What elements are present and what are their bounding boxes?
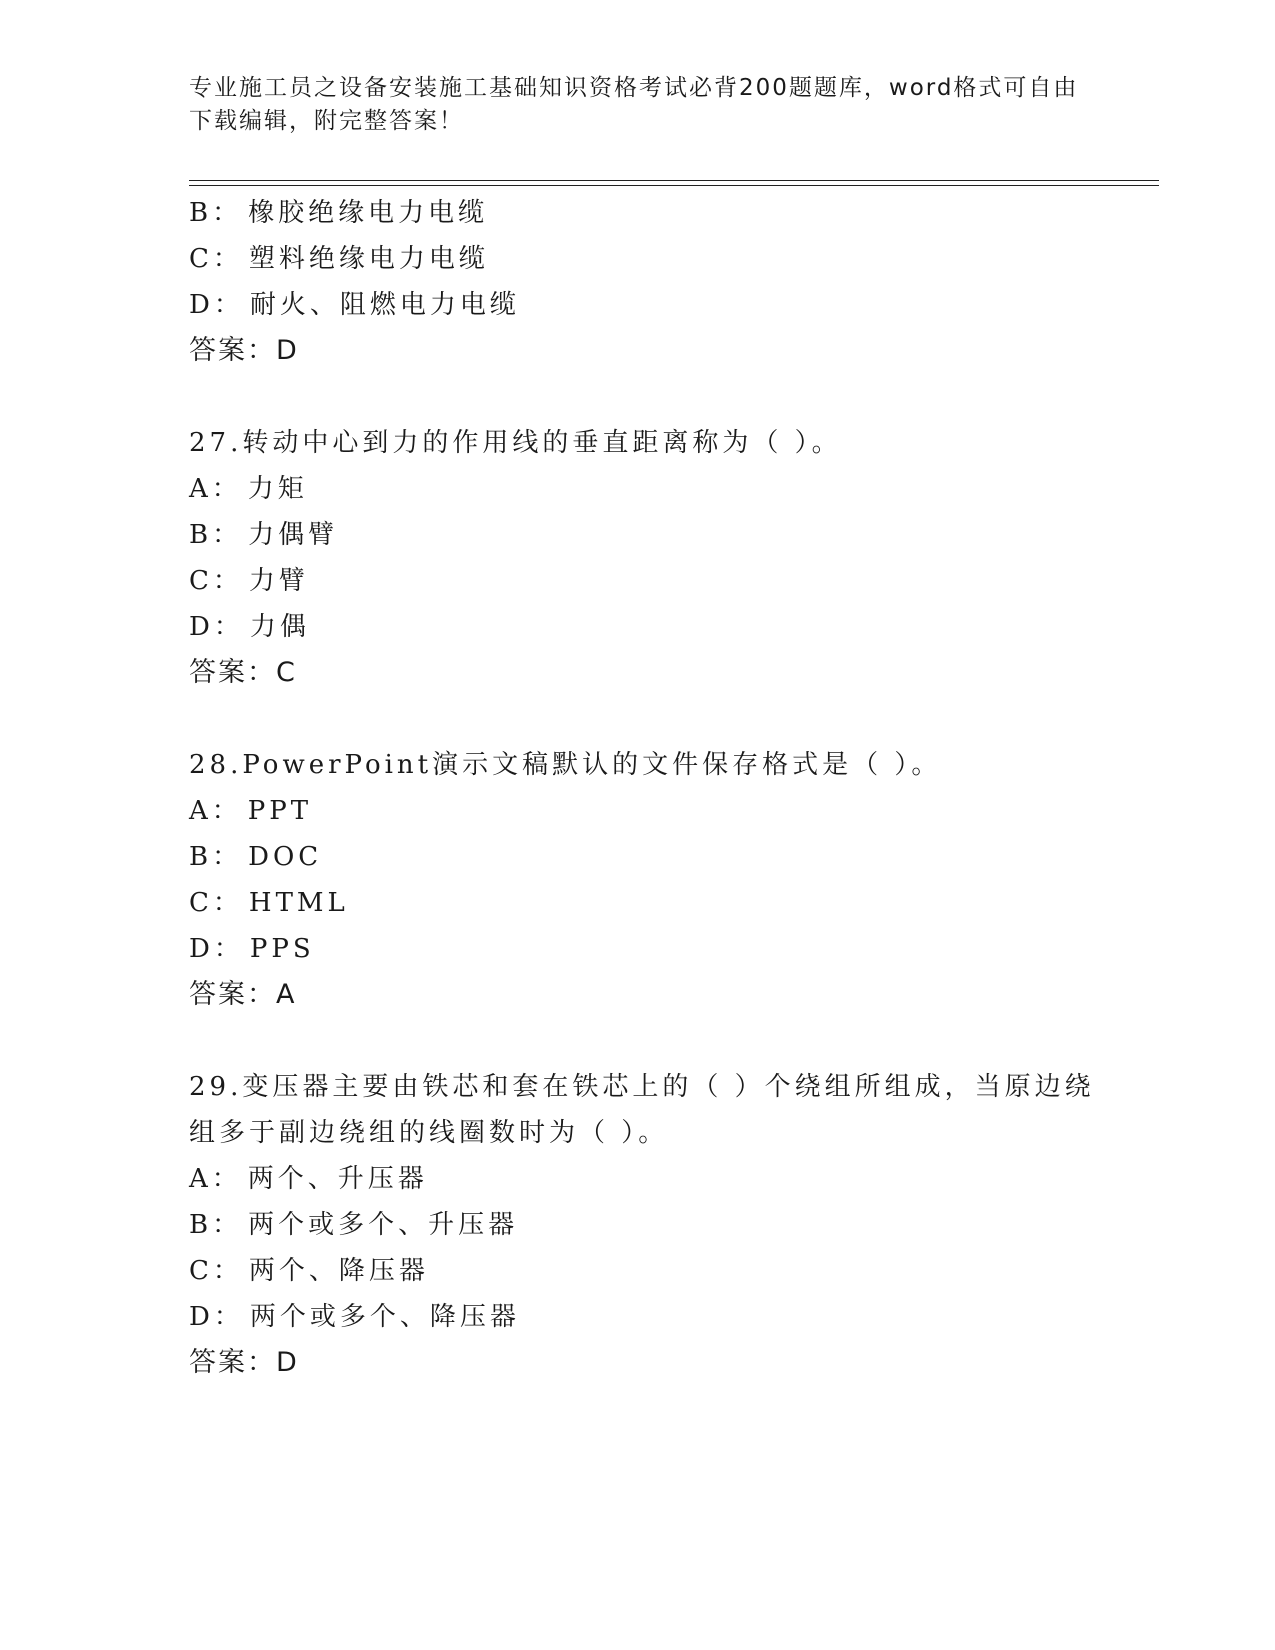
document-header xyxy=(189,72,1089,138)
option-text: PPT xyxy=(247,796,313,826)
option-text: 橡胶绝缘电力电缆 xyxy=(248,198,489,228)
question-stem: 27.转动中心到力的作用线的垂直距离称为（ ）。 xyxy=(189,428,842,458)
header-divider-top xyxy=(189,180,1159,181)
option-letter: C： xyxy=(189,566,243,596)
question-28 xyxy=(189,742,1089,1018)
option-letter: A： xyxy=(189,474,242,504)
question-stem-line-2: 组多于副边绕组的线圈数时为（ ）。 xyxy=(189,1118,669,1148)
option-text: 两个或多个、升压器 xyxy=(248,1210,519,1240)
option-letter: B： xyxy=(189,198,243,228)
option-d xyxy=(189,604,1089,650)
question-stem: 28.PowerPoint演示文稿默认的文件保存格式是（ ）。 xyxy=(189,750,942,780)
option-a xyxy=(189,1156,1089,1202)
option-letter: C： xyxy=(189,888,243,918)
option-b xyxy=(189,1202,1089,1248)
option-letter: B： xyxy=(189,1210,243,1240)
option-letter: D： xyxy=(189,934,244,964)
option-text: 力臂 xyxy=(248,566,309,596)
option-letter: D： xyxy=(189,290,244,320)
option-b xyxy=(189,834,1089,880)
spacer xyxy=(189,374,1089,420)
option-letter: C： xyxy=(189,244,243,274)
option-a xyxy=(189,466,1089,512)
answer-line: 答案：A xyxy=(189,979,297,1010)
option-c xyxy=(189,558,1089,604)
option-d xyxy=(189,926,1089,972)
spacer xyxy=(189,1018,1089,1064)
option-letter: A： xyxy=(189,1164,242,1194)
question-fragment xyxy=(189,190,1089,374)
option-text: 两个、降压器 xyxy=(248,1256,429,1286)
option-b xyxy=(189,512,1089,558)
question-29 xyxy=(189,1064,1095,1386)
option-text: 力矩 xyxy=(247,474,308,504)
option-letter: B： xyxy=(189,842,243,872)
answer-line: 答案：D xyxy=(189,335,299,366)
option-text: 两个、升压器 xyxy=(247,1164,428,1194)
option-d xyxy=(189,282,1089,328)
question-27 xyxy=(189,420,1089,696)
option-a xyxy=(189,788,1089,834)
option-letter: A： xyxy=(189,796,242,826)
option-text: DOC xyxy=(248,842,323,872)
answer-line: 答案：C xyxy=(189,657,297,688)
option-text: PPS xyxy=(249,934,315,964)
option-c xyxy=(189,236,1089,282)
question-list xyxy=(189,190,1095,1386)
option-text: 耐火、阻燃电力电缆 xyxy=(249,290,520,320)
option-letter: C： xyxy=(189,1256,243,1286)
option-text: HTML xyxy=(248,888,349,918)
header-line-2: 下载编辑，附完整答案！ xyxy=(189,108,464,134)
option-b xyxy=(189,190,1089,236)
question-stem-line-1: 29.变压器主要由铁芯和套在铁芯上的（ ）个绕组所组成，当原边绕 xyxy=(189,1072,1095,1102)
option-text: 力偶臂 xyxy=(248,520,339,550)
option-letter: D： xyxy=(189,1302,244,1332)
option-text: 两个或多个、降压器 xyxy=(249,1302,520,1332)
answer-line: 答案：D xyxy=(189,1347,299,1378)
option-c xyxy=(189,880,1089,926)
spacer xyxy=(189,696,1089,742)
option-text: 力偶 xyxy=(249,612,310,642)
option-d xyxy=(189,1294,1089,1340)
option-c xyxy=(189,1248,1089,1294)
header-line-1: 专业施工员之设备安装施工基础知识资格考试必背200题题库，word格式可自由 xyxy=(189,75,1079,101)
option-letter: B： xyxy=(189,520,243,550)
header-divider-bottom xyxy=(189,185,1159,186)
option-letter: D： xyxy=(189,612,244,642)
option-text: 塑料绝缘电力电缆 xyxy=(248,244,489,274)
